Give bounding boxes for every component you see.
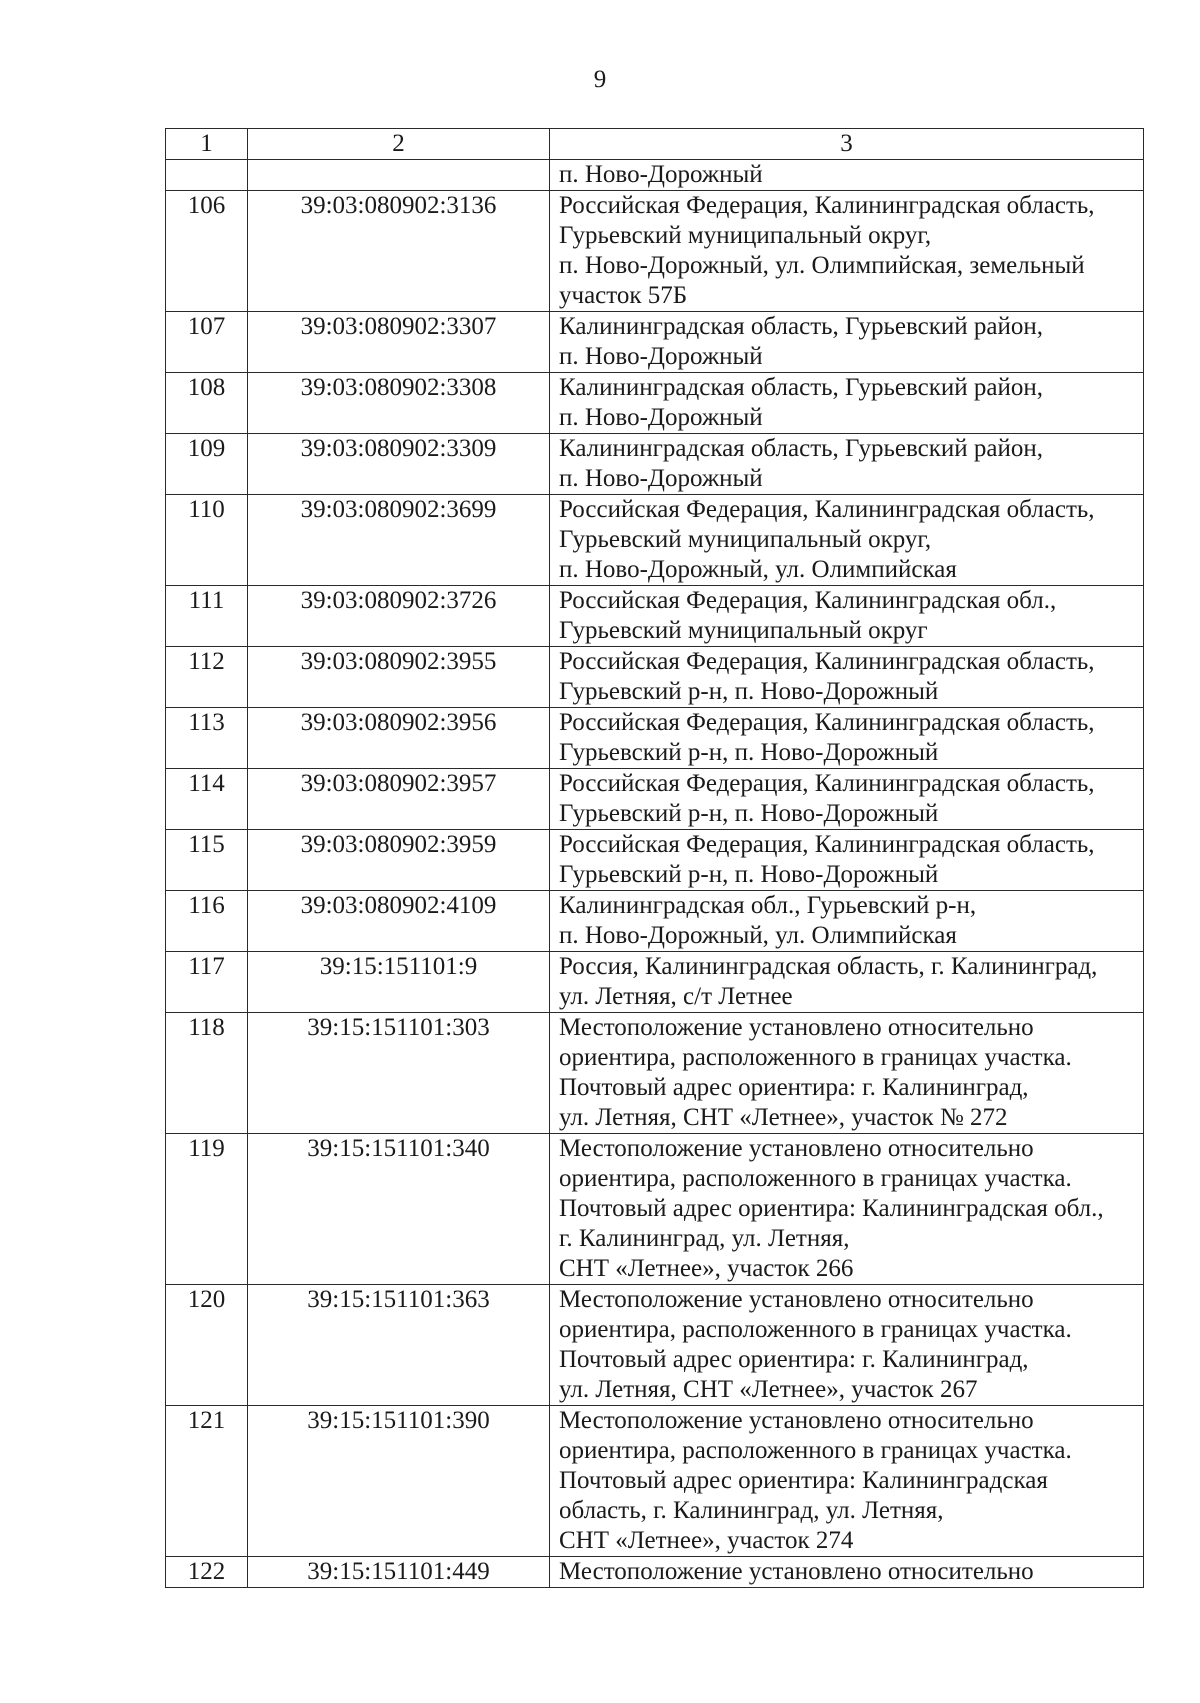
address-cell: [550, 1285, 1144, 1406]
address-line: Российская Федерация, Калининградская область,: [559, 709, 1095, 736]
address-cell: [550, 434, 1144, 495]
address-line: ул. Летняя, СНТ «Летнее», участок № 272: [559, 1104, 1008, 1131]
address-line: область, г. Калининград, ул. Летняя,: [559, 1497, 944, 1524]
address-cell: [550, 1557, 1144, 1588]
address-line: Местоположение установлено относительно: [559, 1558, 1034, 1585]
address-line: Почтовый адрес ориентира: Калининградская: [559, 1467, 1048, 1494]
address-line: Гурьевский муниципальный округ,: [559, 526, 932, 553]
row-number-cell: 121: [166, 1406, 248, 1557]
address-line: Почтовый адрес ориентира: Калининградская обл.,: [559, 1195, 1104, 1222]
address-cell: [550, 1134, 1144, 1285]
row-number-cell: [166, 160, 248, 191]
column-header-cadastral: 2: [248, 129, 550, 160]
address-line: п. Ново-Дорожный, ул. Олимпийская: [559, 922, 957, 949]
cadastral-number-cell: 39:15:151101:9: [248, 952, 550, 1013]
row-number-cell: 115: [166, 830, 248, 891]
address-cell: [550, 647, 1144, 708]
address-cell: [550, 891, 1144, 952]
address-line: Гурьевский р-н, п. Ново-Дорожный: [559, 861, 939, 888]
row-number-cell: 122: [166, 1557, 248, 1588]
row-number-cell: 106: [166, 191, 248, 312]
address-line: ориентира, расположенного в границах участка.: [559, 1165, 1072, 1192]
address-line: п. Ново-Дорожный: [559, 465, 763, 492]
address-cell: [550, 495, 1144, 586]
address-line: Гурьевский р-н, п. Ново-Дорожный: [559, 800, 939, 827]
table-row: [166, 647, 1144, 708]
table-row: [166, 1013, 1144, 1134]
address-cell: [550, 586, 1144, 647]
address-line: Российская Федерация, Калининградская область,: [559, 648, 1095, 675]
cadastral-number-cell: 39:03:080902:3309: [248, 434, 550, 495]
table-row: [166, 495, 1144, 586]
table-row: [166, 769, 1144, 830]
address-cell: [550, 160, 1144, 191]
address-line: ул. Летняя, СНТ «Летнее», участок 267: [559, 1376, 978, 1403]
address-line: Калининградская область, Гурьевский район,: [559, 313, 1044, 340]
cadastral-number-cell: 39:03:080902:4109: [248, 891, 550, 952]
table-row: [166, 830, 1144, 891]
table-row: [166, 708, 1144, 769]
row-number-cell: 111: [166, 586, 248, 647]
table-row: [166, 373, 1144, 434]
table-row: [166, 1285, 1144, 1406]
address-line: Гурьевский р-н, п. Ново-Дорожный: [559, 678, 939, 705]
land-plot-table: [165, 128, 1144, 1588]
table-row: [166, 1406, 1144, 1557]
address-line: п. Ново-Дорожный, ул. Олимпийская: [559, 556, 957, 583]
table-row: [166, 1557, 1144, 1588]
cadastral-number-cell: [248, 160, 550, 191]
address-cell: [550, 312, 1144, 373]
address-line: Российская Федерация, Калининградская обл.,: [559, 587, 1057, 614]
address-line: Почтовый адрес ориентира: г. Калининград,: [559, 1346, 1029, 1373]
cadastral-number-cell: 39:03:080902:3136: [248, 191, 550, 312]
cadastral-number-cell: 39:03:080902:3955: [248, 647, 550, 708]
address-line: Гурьевский муниципальный округ: [559, 617, 928, 644]
address-line: Российская Федерация, Калининградская область,: [559, 192, 1095, 219]
row-number-cell: 110: [166, 495, 248, 586]
address-line: Местоположение установлено относительно: [559, 1014, 1034, 1041]
address-line: п. Ново-Дорожный, ул. Олимпийская, земельный: [559, 252, 1085, 279]
row-number-cell: 107: [166, 312, 248, 373]
address-line: Местоположение установлено относительно: [559, 1286, 1034, 1313]
cadastral-number-cell: 39:03:080902:3959: [248, 830, 550, 891]
page-number: 9: [593, 66, 607, 93]
cadastral-number-cell: 39:15:151101:390: [248, 1406, 550, 1557]
address-line: ориентира, расположенного в границах участка.: [559, 1316, 1072, 1343]
table-row-continuation: [166, 160, 1144, 191]
address-cell: [550, 952, 1144, 1013]
address-line: участок 57Б: [559, 282, 688, 309]
address-line: СНТ «Летнее», участок 266: [559, 1255, 854, 1282]
address-line: г. Калининград, ул. Летняя,: [559, 1225, 850, 1252]
cadastral-number-cell: 39:03:080902:3307: [248, 312, 550, 373]
cadastral-number-cell: 39:03:080902:3956: [248, 708, 550, 769]
address-cell: [550, 1406, 1144, 1557]
row-number-cell: 118: [166, 1013, 248, 1134]
row-number-cell: 120: [166, 1285, 248, 1406]
address-cell: [550, 830, 1144, 891]
table-row: [166, 891, 1144, 952]
address-line: Почтовый адрес ориентира: г. Калининград,: [559, 1074, 1029, 1101]
table-row: [166, 1134, 1144, 1285]
address-line: Российская Федерация, Калининградская область,: [559, 496, 1095, 523]
row-number-cell: 108: [166, 373, 248, 434]
row-number-cell: 119: [166, 1134, 248, 1285]
address-line: ул. Летняя, с/т Летнее: [559, 983, 793, 1010]
table-row: [166, 434, 1144, 495]
cadastral-number-cell: 39:15:151101:303: [248, 1013, 550, 1134]
cadastral-number-cell: 39:03:080902:3699: [248, 495, 550, 586]
table-row: [166, 952, 1144, 1013]
address-line: Калининградская обл., Гурьевский р-н,: [559, 892, 977, 919]
row-number-cell: 113: [166, 708, 248, 769]
address-line: п. Ново-Дорожный: [559, 404, 763, 431]
address-line: СНТ «Летнее», участок 274: [559, 1527, 854, 1554]
table-row: [166, 312, 1144, 373]
address-line: п. Ново-Дорожный: [559, 161, 763, 188]
address-line: Местоположение установлено относительно: [559, 1407, 1034, 1434]
table-header-row: [166, 129, 1144, 160]
cadastral-number-cell: 39:03:080902:3726: [248, 586, 550, 647]
address-cell: [550, 191, 1144, 312]
address-cell: [550, 1013, 1144, 1134]
cadastral-number-cell: 39:03:080902:3957: [248, 769, 550, 830]
row-number-cell: 117: [166, 952, 248, 1013]
column-header-address: 3: [550, 129, 1144, 160]
table-row: [166, 191, 1144, 312]
row-number-cell: 114: [166, 769, 248, 830]
address-line: Калининградская область, Гурьевский район,: [559, 374, 1044, 401]
address-line: п. Ново-Дорожный: [559, 343, 763, 370]
address-line: Российская Федерация, Калининградская область,: [559, 770, 1095, 797]
cadastral-number-cell: 39:15:151101:363: [248, 1285, 550, 1406]
address-cell: [550, 769, 1144, 830]
cadastral-number-cell: 39:03:080902:3308: [248, 373, 550, 434]
address-line: Калининградская область, Гурьевский район,: [559, 435, 1044, 462]
address-line: Гурьевский р-н, п. Ново-Дорожный: [559, 739, 939, 766]
row-number-cell: 112: [166, 647, 248, 708]
address-line: ориентира, расположенного в границах участка.: [559, 1044, 1072, 1071]
address-line: Местоположение установлено относительно: [559, 1135, 1034, 1162]
row-number-cell: 116: [166, 891, 248, 952]
address-cell: [550, 373, 1144, 434]
row-number-cell: 109: [166, 434, 248, 495]
address-line: Гурьевский муниципальный округ,: [559, 222, 932, 249]
column-header-number: 1: [166, 129, 248, 160]
cadastral-number-cell: 39:15:151101:449: [248, 1557, 550, 1588]
address-cell: [550, 708, 1144, 769]
table-body: [166, 129, 1144, 1588]
table-row: [166, 586, 1144, 647]
address-line: ориентира, расположенного в границах участка.: [559, 1437, 1072, 1464]
address-line: Российская Федерация, Калининградская область,: [559, 831, 1095, 858]
cadastral-number-cell: 39:15:151101:340: [248, 1134, 550, 1285]
address-line: Россия, Калининградская область, г. Калининград,: [559, 953, 1098, 980]
